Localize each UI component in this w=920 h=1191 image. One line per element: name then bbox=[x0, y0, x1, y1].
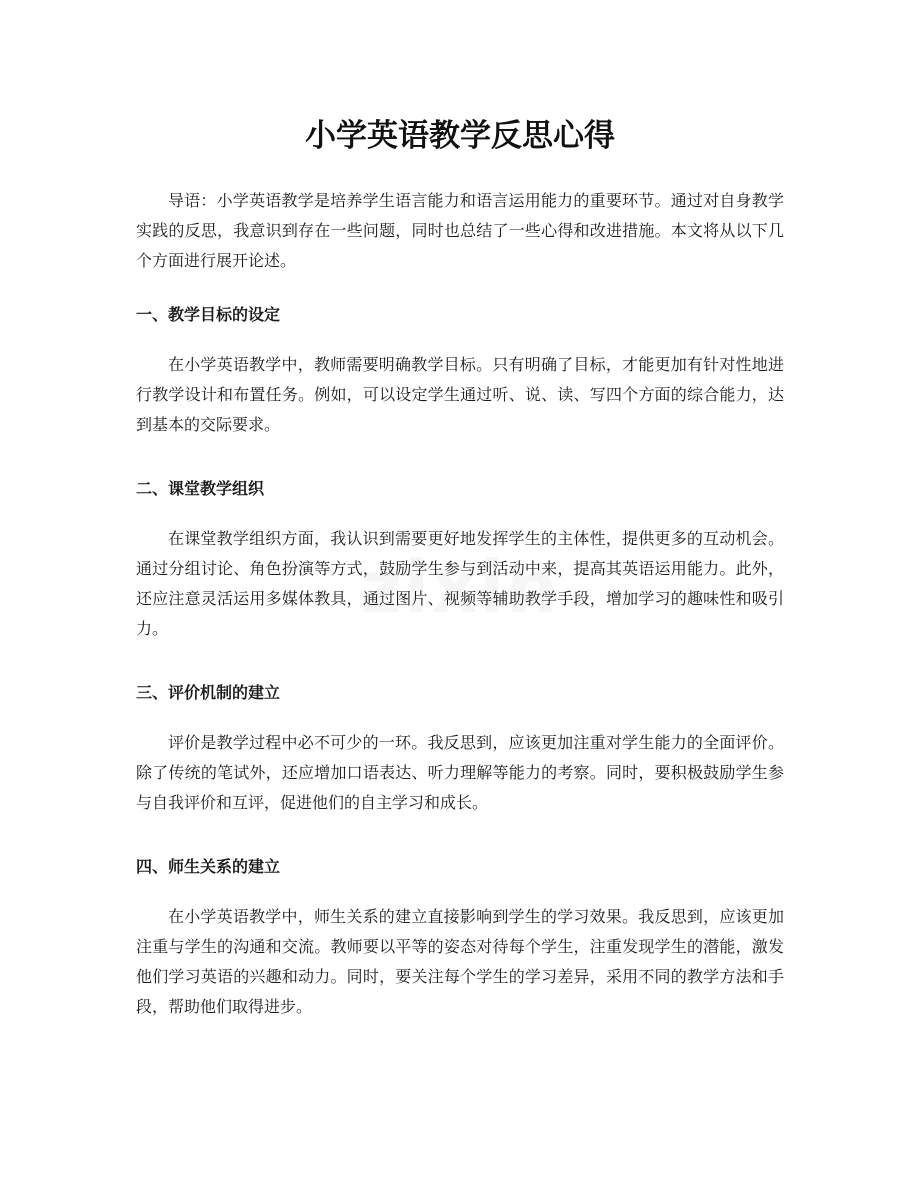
section-body-goals: 在小学英语教学中，教师需要明确教学目标。只有明确了目标，才能更加有针对性地进行教学设计和布置任务。例如，可以设定学生通过听、说、读、写四个方面的综合能力，达到基本的交际要求。 bbox=[136, 355, 784, 434]
section-heading-goals: 一、教学目标的设定 bbox=[136, 305, 281, 324]
section-heading-classroom: 二、课堂教学组织 bbox=[136, 479, 265, 498]
section-body-evaluation: 评价是教学过程中必不可少的一环。我反思到，应该更加注重对学生能力的全面评价。除了传统的笔试外，还应增加口语表达、听力理解等能力的考察。同时，要积极鼓励学生参与自我评价和互评，促进他们的自主学习和成长。 bbox=[136, 733, 784, 812]
intro-paragraph: 导语：小学英语教学是培养学生语言能力和语言运用能力的重要环节。通过对自身教学实践的反思，我意识到存在一些问题，同时也总结了一些心得和改进措施。本文将从以下几个方面进行展开论述。 bbox=[136, 191, 784, 270]
section-heading-evaluation: 三、评价机制的建立 bbox=[136, 683, 281, 702]
document-body bbox=[136, 186, 784, 1022]
document-title: 小学英语教学反思心得 bbox=[305, 118, 615, 154]
section-body-classroom: 在课堂教学组织方面，我认识到需要更好地发挥学生的主体性，提供更多的互动机会。通过分组讨论、角色扮演等方式，鼓励学生参与到活动中来，提高其英语运用能力。此外，还应注意灵活运用多媒体教具，通过图片、视频等辅助教学手段，增加学习的趣味性和吸引力。 bbox=[136, 529, 784, 638]
section-body-relationship: 在小学英语教学中，师生关系的建立直接影响到学生的学习效果。我反思到，应该更加注重与学生的沟通和交流。教师要以平等的姿态对待每个学生，注重发现学生的潜能，激发他们学习英语的兴趣和动力。同时，要关注每个学生的学习差异，采用不同的教学方法和手段，帮助他们取得进步。 bbox=[136, 907, 784, 1016]
section-heading-relationship: 四、师生关系的建立 bbox=[136, 857, 281, 876]
